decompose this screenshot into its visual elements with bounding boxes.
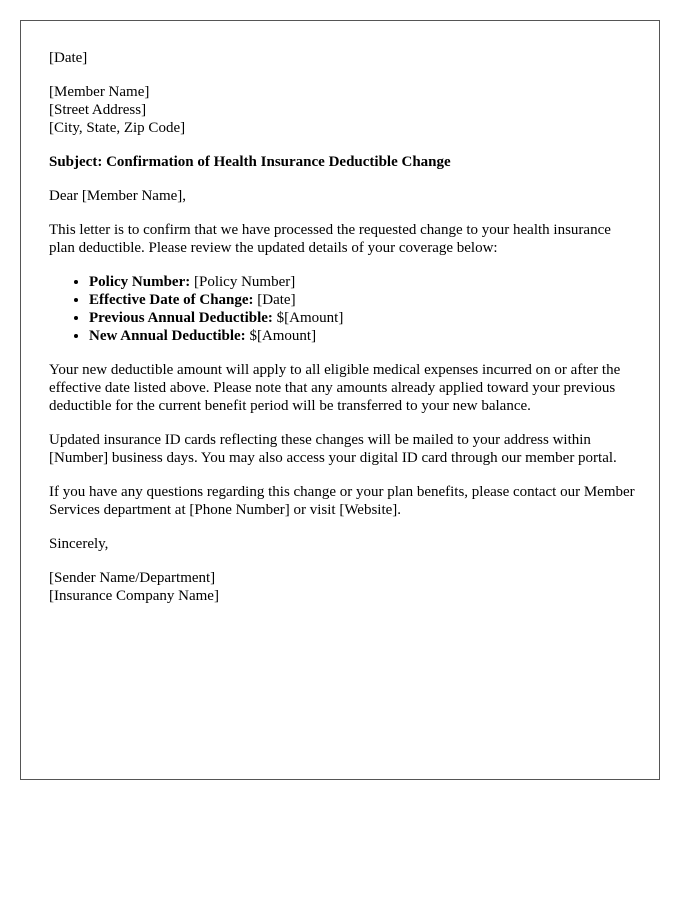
sender-signature: [49, 569, 639, 605]
detail-label: Effective Date of Change:: [89, 292, 254, 308]
detail-effective-date: [89, 291, 639, 309]
letter-subject: Subject: Confirmation of Health Insurance Deductible Change: [49, 154, 451, 170]
detail-policy-number: [89, 273, 639, 291]
detail-label: Policy Number:: [89, 274, 191, 290]
recipient-address: [49, 83, 639, 137]
sender-name: [Sender Name/Department]: [49, 570, 216, 586]
detail-value: $[Amount]: [245, 328, 317, 344]
id-cards-paragraph: Updated insurance ID cards reflecting these changes will be mailed to your address within [Number] business days. You may also access your digital ID card through our member portal.: [49, 432, 617, 466]
sender-company: [Insurance Company Name]: [49, 588, 219, 604]
detail-new-deductible: [89, 327, 639, 345]
detail-label: Previous Annual Deductible:: [89, 310, 273, 326]
letter-salutation: Dear [Member Name],: [49, 188, 187, 204]
contact-paragraph: If you have any questions regarding this change or your plan benefits, please contact our Member Services department at [Phone Number] or visit [Website].: [49, 484, 635, 518]
detail-label: New Annual Deductible:: [89, 328, 246, 344]
detail-value: [Date]: [253, 292, 296, 308]
recipient-street: [Street Address]: [49, 102, 147, 118]
coverage-details-list: [49, 273, 639, 345]
letter-page: [20, 20, 660, 780]
deductible-paragraph: Your new deductible amount will apply to all eligible medical expenses incurred on or after the effective date listed above. Please note that any amounts already applied toward your previous deductible for the current benefit period will be transferred to your new balance.: [49, 362, 621, 414]
letter-date: [Date]: [49, 50, 88, 66]
intro-paragraph: This letter is to confirm that we have processed the requested change to your health insurance plan deductible. Please review the updated details of your coverage below:: [49, 222, 611, 256]
detail-value: $[Amount]: [272, 310, 344, 326]
detail-previous-deductible: [89, 309, 639, 327]
detail-value: [Policy Number]: [190, 274, 296, 290]
recipient-city-state-zip: [City, State, Zip Code]: [49, 120, 186, 136]
recipient-name: [Member Name]: [49, 84, 150, 100]
letter-content: [49, 49, 639, 621]
letter-closing: Sincerely,: [49, 536, 109, 552]
